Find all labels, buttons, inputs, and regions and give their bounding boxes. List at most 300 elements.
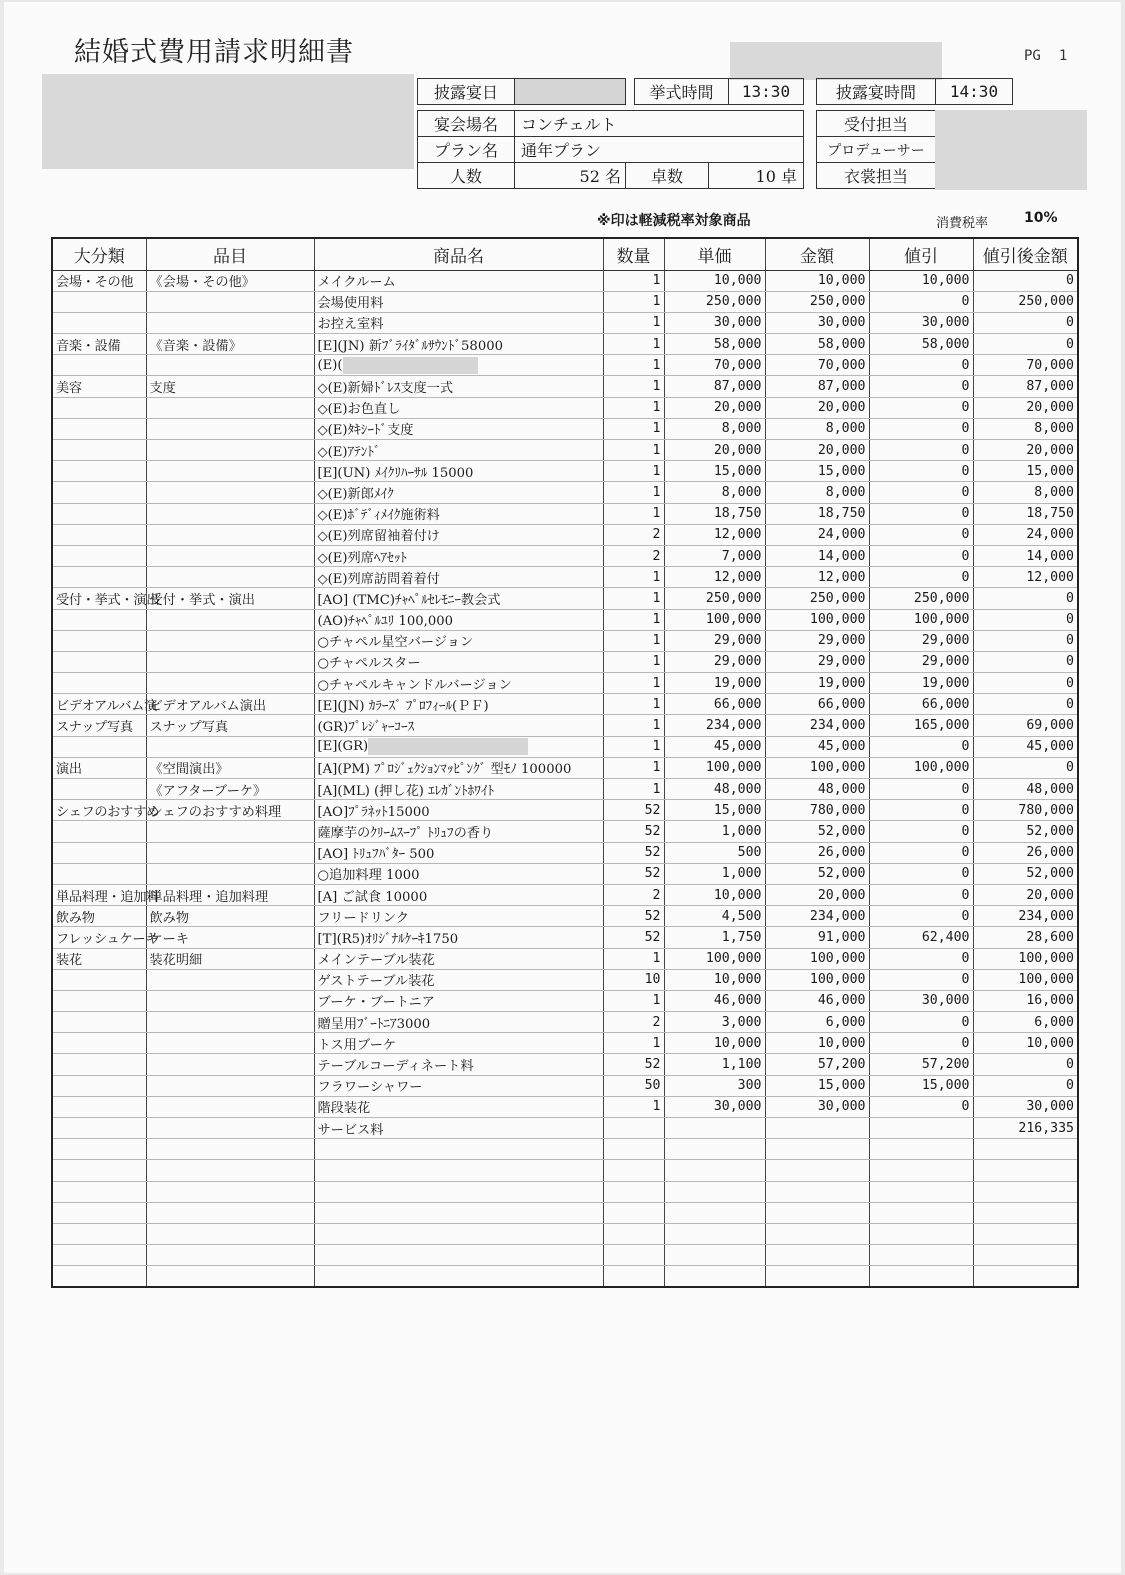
row-item [146, 1054, 314, 1075]
row-unit-price: 7,000 [664, 545, 765, 566]
banquet-date-label: 披露宴日 [417, 78, 515, 105]
row-net-amount: 100,000 [973, 969, 1078, 990]
row-category [52, 1054, 146, 1075]
table-row [52, 376, 1078, 397]
row-item: シェフのおすすめ料理 [146, 800, 314, 821]
row-item [146, 355, 314, 376]
blank-cell [664, 1202, 765, 1223]
blank-cell [146, 1245, 314, 1266]
row-amount: 100,000 [765, 757, 869, 778]
row-net-amount: 216,335 [973, 1118, 1078, 1139]
page-number: 1 [1058, 48, 1068, 64]
row-item: 飲み物 [146, 906, 314, 927]
row-product-name: フラワーシャワー [314, 1075, 603, 1096]
row-discount: 19,000 [869, 673, 973, 694]
blank-cell [603, 1266, 664, 1287]
row-amount: 30,000 [765, 312, 869, 333]
row-unit-price: 10,000 [664, 270, 765, 291]
row-discount: 10,000 [869, 270, 973, 291]
row-amount: 20,000 [765, 397, 869, 418]
invoice-sheet [4, 2, 1121, 1573]
row-category [52, 355, 146, 376]
row-product-name: テーブルコーディネート料 [314, 1054, 603, 1075]
row-product-name: 贈呈用ﾌﾞｰﾄﾆｱ3000 [314, 1012, 603, 1033]
row-item [146, 673, 314, 694]
row-amount: 24,000 [765, 524, 869, 545]
row-net-amount: 100,000 [973, 948, 1078, 969]
row-quantity: 2 [603, 545, 664, 566]
row-item [146, 842, 314, 863]
row-discount: 0 [869, 906, 973, 927]
blank-cell [765, 1181, 869, 1202]
row-unit-price: 1,100 [664, 1054, 765, 1075]
row-discount: 15,000 [869, 1075, 973, 1096]
row-amount: 12,000 [765, 567, 869, 588]
row-unit-price: 20,000 [664, 440, 765, 461]
row-category [52, 1012, 146, 1033]
row-unit-price: 3,000 [664, 1012, 765, 1033]
row-category: 美容 [52, 376, 146, 397]
blank-cell [664, 1223, 765, 1244]
row-category [52, 503, 146, 524]
table-row [52, 524, 1078, 545]
row-net-amount: 45,000 [973, 736, 1078, 757]
row-unit-price: 250,000 [664, 291, 765, 312]
row-item [146, 503, 314, 524]
table-row [52, 906, 1078, 927]
row-net-amount: 69,000 [973, 715, 1078, 736]
row-discount: 57,200 [869, 1054, 973, 1075]
row-product-name: ○チャペル星空バージョン [314, 630, 603, 651]
row-net-amount: 0 [973, 1054, 1078, 1075]
blank-cell [973, 1223, 1078, 1244]
row-quantity: 1 [603, 609, 664, 630]
row-discount: 0 [869, 1012, 973, 1033]
row-unit-price [664, 1118, 765, 1139]
row-net-amount: 0 [973, 757, 1078, 778]
row-discount: 165,000 [869, 715, 973, 736]
table-row [52, 355, 1078, 376]
row-category [52, 842, 146, 863]
blank-cell [973, 1266, 1078, 1287]
row-amount: 10,000 [765, 270, 869, 291]
row-discount: 0 [869, 1096, 973, 1117]
row-unit-price: 48,000 [664, 779, 765, 800]
row-product-text: (E)( [317, 357, 343, 373]
row-product-name: [A] ご試食 10000 [314, 884, 603, 905]
row-unit-price: 10,000 [664, 1033, 765, 1054]
row-category [52, 969, 146, 990]
venue-label: 宴会場名 [417, 110, 515, 137]
row-discount: 58,000 [869, 334, 973, 355]
row-product-name: [AO]ﾌﾟﾗﾈｯﾄ15000 [314, 800, 603, 821]
table-row [52, 694, 1078, 715]
row-discount: 30,000 [869, 990, 973, 1011]
header-discount: 値引 [869, 238, 973, 270]
table-row [52, 418, 1078, 439]
row-product-name: (AO)ﾁｬﾍﾟﾙﾕﾘ 100,000 [314, 609, 603, 630]
table-row [52, 715, 1078, 736]
ceremony-time-label: 挙式時間 [634, 78, 729, 105]
row-amount: 30,000 [765, 1096, 869, 1117]
row-amount: 19,000 [765, 673, 869, 694]
row-quantity: 1 [603, 990, 664, 1011]
table-row [52, 969, 1078, 990]
row-quantity: 1 [603, 567, 664, 588]
row-quantity: 1 [603, 948, 664, 969]
blank-row [52, 1181, 1078, 1202]
row-quantity: 1 [603, 376, 664, 397]
blank-cell [52, 1266, 146, 1287]
table-row [52, 1118, 1078, 1139]
row-quantity: 2 [603, 524, 664, 545]
row-quantity: 1 [603, 461, 664, 482]
row-amount [765, 1118, 869, 1139]
reception-staff-label: 受付担当 [816, 110, 936, 137]
row-item [146, 630, 314, 651]
row-quantity: 1 [603, 630, 664, 651]
row-quantity: 10 [603, 969, 664, 990]
redacted-text [343, 357, 478, 374]
row-net-amount: 20,000 [973, 884, 1078, 905]
row-item [146, 736, 314, 757]
table-row [52, 567, 1078, 588]
table-row [52, 588, 1078, 609]
row-net-amount: 52,000 [973, 821, 1078, 842]
table-row [52, 736, 1078, 757]
row-unit-price: 29,000 [664, 630, 765, 651]
table-body [52, 270, 1078, 1287]
guests-label: 人数 [417, 162, 515, 189]
row-category [52, 673, 146, 694]
row-net-amount: 70,000 [973, 355, 1078, 376]
row-category: 会場・その他 [52, 270, 146, 291]
table-row [52, 948, 1078, 969]
row-discount: 0 [869, 567, 973, 588]
row-amount: 250,000 [765, 291, 869, 312]
row-net-amount: 24,000 [973, 524, 1078, 545]
row-amount: 15,000 [765, 461, 869, 482]
row-amount: 66,000 [765, 694, 869, 715]
row-net-amount: 26,000 [973, 842, 1078, 863]
table-row [52, 673, 1078, 694]
row-quantity: 50 [603, 1075, 664, 1096]
row-amount: 780,000 [765, 800, 869, 821]
blank-cell [765, 1202, 869, 1223]
blank-cell [973, 1181, 1078, 1202]
row-unit-price: 15,000 [664, 461, 765, 482]
row-product-name: ◇(E)新婦ﾄﾞﾚｽ支度一式 [314, 376, 603, 397]
row-category [52, 440, 146, 461]
blank-cell [52, 1223, 146, 1244]
row-discount: 0 [869, 779, 973, 800]
row-category: 受付・挙式・演出 [52, 588, 146, 609]
row-item [146, 1012, 314, 1033]
row-item [146, 567, 314, 588]
row-quantity: 1 [603, 270, 664, 291]
row-discount: 0 [869, 291, 973, 312]
table-row [52, 821, 1078, 842]
blank-cell [664, 1181, 765, 1202]
row-discount: 62,400 [869, 927, 973, 948]
row-amount: 29,000 [765, 630, 869, 651]
row-category [52, 779, 146, 800]
table-row [52, 291, 1078, 312]
row-category: 演出 [52, 757, 146, 778]
venue-value: コンチェルト [514, 110, 804, 137]
row-category [52, 1118, 146, 1139]
row-discount: 0 [869, 440, 973, 461]
row-product-name: ◇(E)列席留袖着付け [314, 524, 603, 545]
row-category [52, 461, 146, 482]
row-amount: 91,000 [765, 927, 869, 948]
row-item [146, 482, 314, 503]
row-quantity: 1 [603, 334, 664, 355]
table-row [52, 482, 1078, 503]
blank-cell [973, 1160, 1078, 1181]
blank-cell [52, 1245, 146, 1266]
row-product-name [314, 736, 603, 757]
blank-cell [146, 1160, 314, 1181]
row-amount: 100,000 [765, 609, 869, 630]
row-amount: 100,000 [765, 969, 869, 990]
row-unit-price: 250,000 [664, 588, 765, 609]
row-product-name: フリードリンク [314, 906, 603, 927]
row-discount: 0 [869, 397, 973, 418]
row-product-name [314, 355, 603, 376]
header-product: 商品名 [314, 238, 603, 270]
table-row [52, 1075, 1078, 1096]
row-discount: 0 [869, 376, 973, 397]
row-unit-price: 30,000 [664, 312, 765, 333]
row-category: 単品料理・追加料 [52, 884, 146, 905]
row-quantity: 1 [603, 291, 664, 312]
table-row [52, 397, 1078, 418]
row-item [146, 969, 314, 990]
blank-cell [664, 1160, 765, 1181]
row-product-name: ◇(E)列席ﾍｱｾｯﾄ [314, 545, 603, 566]
row-category [52, 1075, 146, 1096]
redacted-block [730, 42, 942, 80]
table-row [52, 461, 1078, 482]
blank-cell [869, 1160, 973, 1181]
blank-cell [664, 1266, 765, 1287]
row-category: スナップ写真 [52, 715, 146, 736]
banquet-date-value [514, 78, 626, 105]
blank-cell [603, 1202, 664, 1223]
row-item: ビデオアルバム演出 [146, 694, 314, 715]
row-net-amount: 20,000 [973, 397, 1078, 418]
row-item [146, 1096, 314, 1117]
row-product-name: [T](R5)ｵﾘｼﾞﾅﾙｹｰｷ1750 [314, 927, 603, 948]
blank-cell [314, 1245, 603, 1266]
row-discount: 250,000 [869, 588, 973, 609]
row-net-amount: 20,000 [973, 440, 1078, 461]
row-unit-price: 66,000 [664, 694, 765, 715]
row-amount: 57,200 [765, 1054, 869, 1075]
row-item: ケーキ [146, 927, 314, 948]
blank-cell [314, 1266, 603, 1287]
row-category [52, 736, 146, 757]
blank-cell [973, 1139, 1078, 1160]
row-discount: 29,000 [869, 651, 973, 672]
row-item [146, 524, 314, 545]
row-unit-price: 100,000 [664, 609, 765, 630]
row-amount: 46,000 [765, 990, 869, 1011]
row-product-name: ゲストテーブル装花 [314, 969, 603, 990]
row-item [146, 863, 314, 884]
row-discount: 0 [869, 545, 973, 566]
plan-value: 通年プラン [514, 136, 804, 163]
row-product-text: [E](GR) [317, 739, 369, 755]
row-category [52, 1033, 146, 1054]
row-amount: 234,000 [765, 906, 869, 927]
row-product-name: ◇(E)新郎ﾒｲｸ [314, 482, 603, 503]
table-row [52, 863, 1078, 884]
row-unit-price: 10,000 [664, 969, 765, 990]
row-product-name: ◇(E)ﾀｷｼｰﾄﾞ支度 [314, 418, 603, 439]
blank-cell [765, 1266, 869, 1287]
blank-row [52, 1160, 1078, 1181]
row-item [146, 418, 314, 439]
row-net-amount: 250,000 [973, 291, 1078, 312]
row-net-amount: 234,000 [973, 906, 1078, 927]
row-amount: 52,000 [765, 821, 869, 842]
table-row [52, 1033, 1078, 1054]
banquet-time-value: 14:30 [935, 78, 1013, 105]
table-row [52, 312, 1078, 333]
row-discount: 0 [869, 821, 973, 842]
row-amount: 48,000 [765, 779, 869, 800]
row-item: 単品料理・追加料理 [146, 884, 314, 905]
blank-row [52, 1245, 1078, 1266]
row-quantity: 1 [603, 1096, 664, 1117]
row-unit-price: 100,000 [664, 757, 765, 778]
row-net-amount: 10,000 [973, 1033, 1078, 1054]
header-amount: 金額 [765, 238, 869, 270]
row-discount: 0 [869, 524, 973, 545]
row-discount [869, 1118, 973, 1139]
row-net-amount: 0 [973, 270, 1078, 291]
row-quantity: 52 [603, 863, 664, 884]
row-unit-price: 234,000 [664, 715, 765, 736]
header-item: 品目 [146, 238, 314, 270]
row-quantity: 52 [603, 800, 664, 821]
row-category: シェフのおすすめ [52, 800, 146, 821]
row-unit-price: 100,000 [664, 948, 765, 969]
row-net-amount: 8,000 [973, 418, 1078, 439]
row-discount: 0 [869, 863, 973, 884]
table-row [52, 990, 1078, 1011]
page-label: PG [1024, 48, 1041, 64]
row-product-name: 薩摩芋のｸﾘｰﾑｽｰﾌﾟ ﾄﾘｭﾌの香り [314, 821, 603, 842]
row-product-name: [E](JN) 新ﾌﾞﾗｲﾀﾞﾙｻｳﾝﾄﾞ58000 [314, 334, 603, 355]
banquet-time-label: 披露宴時間 [816, 78, 936, 105]
row-net-amount: 87,000 [973, 376, 1078, 397]
table-row [52, 1096, 1078, 1117]
row-product-name: ブーケ・ブートニア [314, 990, 603, 1011]
redacted-customer-block [42, 74, 414, 169]
row-amount: 20,000 [765, 440, 869, 461]
blank-cell [765, 1223, 869, 1244]
row-discount: 0 [869, 355, 973, 376]
blank-cell [314, 1181, 603, 1202]
blank-cell [973, 1245, 1078, 1266]
tables-label: 卓数 [625, 162, 709, 189]
table-row [52, 503, 1078, 524]
row-unit-price: 19,000 [664, 673, 765, 694]
blank-cell [603, 1245, 664, 1266]
row-amount: 100,000 [765, 948, 869, 969]
row-category [52, 630, 146, 651]
table-row [52, 1012, 1078, 1033]
table-row [52, 440, 1078, 461]
row-unit-price: 70,000 [664, 355, 765, 376]
row-quantity: 52 [603, 927, 664, 948]
row-product-name: ○チャペルキャンドルバージョン [314, 673, 603, 694]
row-item [146, 545, 314, 566]
redacted-staff-names [935, 110, 1087, 190]
row-quantity: 1 [603, 757, 664, 778]
blank-cell [664, 1245, 765, 1266]
row-product-name: サービス料 [314, 1118, 603, 1139]
row-product-name: ◇(E)お色直し [314, 397, 603, 418]
row-net-amount: 0 [973, 651, 1078, 672]
blank-cell [603, 1223, 664, 1244]
tax-rate-value: 10% [1024, 210, 1058, 226]
tax-rate-label: 消費税率 [936, 216, 989, 231]
row-quantity: 1 [603, 651, 664, 672]
row-category [52, 482, 146, 503]
row-quantity: 1 [603, 503, 664, 524]
row-item [146, 1075, 314, 1096]
table-row [52, 757, 1078, 778]
blank-row [52, 1223, 1078, 1244]
row-item [146, 609, 314, 630]
row-item [146, 1033, 314, 1054]
row-net-amount: 28,600 [973, 927, 1078, 948]
row-amount: 14,000 [765, 545, 869, 566]
row-category [52, 567, 146, 588]
ceremony-time-value: 13:30 [728, 78, 804, 105]
row-product-name: [A](ML) (押し花) ｴﾚｶﾞﾝﾄﾎﾜｲﾄ [314, 779, 603, 800]
row-unit-price: 87,000 [664, 376, 765, 397]
blank-cell [869, 1223, 973, 1244]
row-category [52, 990, 146, 1011]
row-quantity: 1 [603, 715, 664, 736]
row-item: 《空間演出》 [146, 757, 314, 778]
blank-cell [869, 1245, 973, 1266]
row-amount: 6,000 [765, 1012, 869, 1033]
row-category [52, 312, 146, 333]
row-unit-price: 12,000 [664, 524, 765, 545]
blank-cell [314, 1160, 603, 1181]
blank-cell [314, 1202, 603, 1223]
table-row [52, 630, 1078, 651]
blank-row [52, 1202, 1078, 1223]
row-product-name: お控え室料 [314, 312, 603, 333]
header-quantity: 数量 [603, 238, 664, 270]
blank-cell [664, 1139, 765, 1160]
row-quantity: 1 [603, 482, 664, 503]
row-amount: 8,000 [765, 482, 869, 503]
header-unit-price: 単価 [664, 238, 765, 270]
row-quantity [603, 1118, 664, 1139]
row-category: 音楽・設備 [52, 334, 146, 355]
costume-staff-label: 衣裳担当 [816, 162, 936, 189]
table-row [52, 779, 1078, 800]
blank-cell [603, 1181, 664, 1202]
